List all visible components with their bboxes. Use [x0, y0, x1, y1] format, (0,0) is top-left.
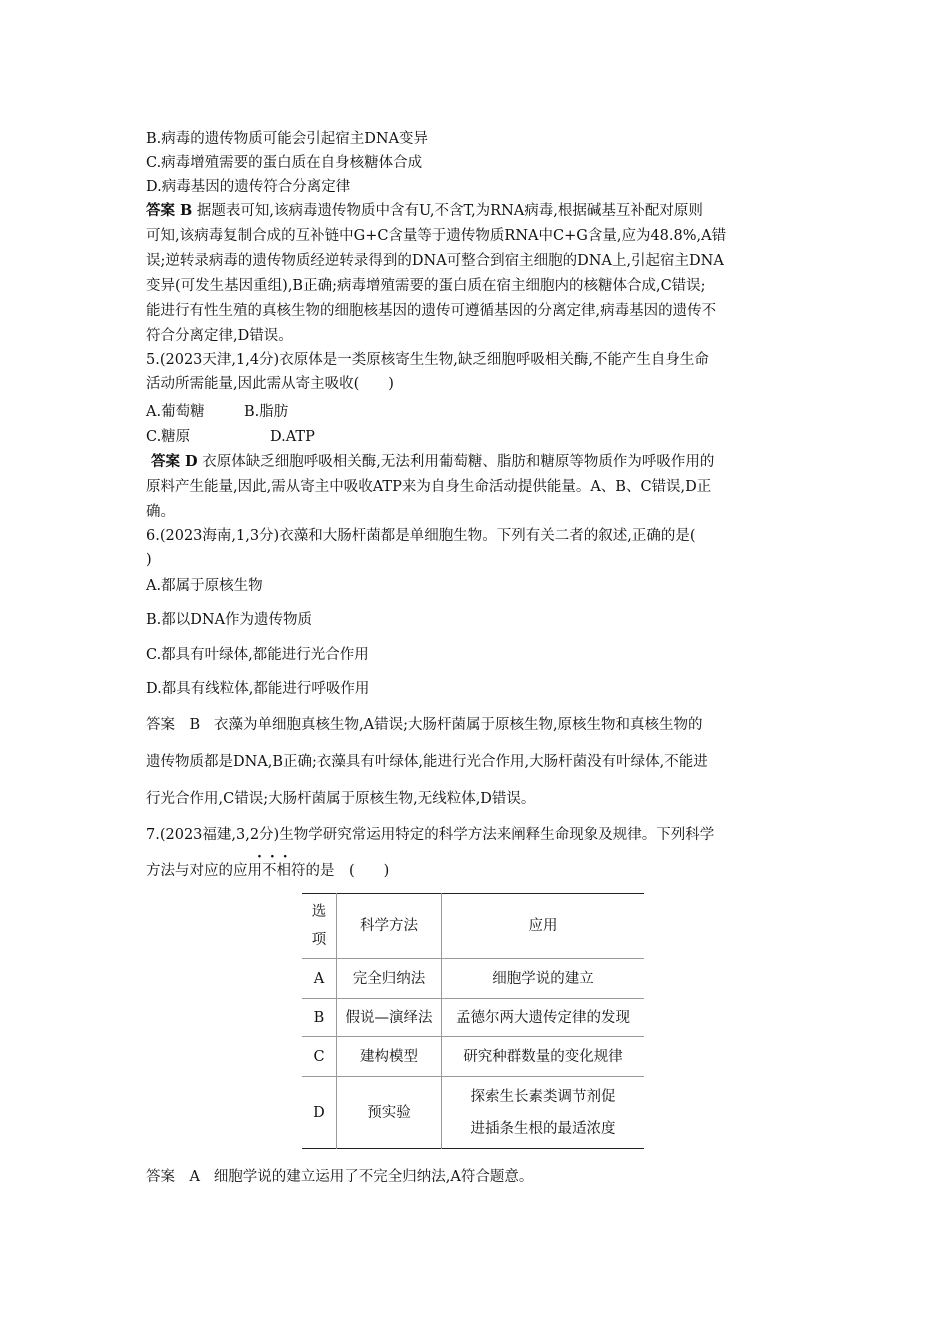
q5-option-b: B.脂肪 [244, 404, 289, 420]
table-row [302, 1077, 644, 1149]
cell-method: 预实验 [337, 1077, 442, 1149]
q5-stem-line-2: 活动所需能量,因此需从寄主吸收( ) [146, 376, 394, 392]
cell-option: D [302, 1077, 337, 1149]
q4-answer-line-3: 误;逆转录病毒的遗传物质经逆转录得到的DNA可整合到宿主细胞的DNA上,引起宿主DNA [146, 253, 724, 269]
q7-stem-line-2: 方法与对应的应用不相符的是 ( ) [146, 863, 390, 879]
q5-answer-line-1 [151, 452, 714, 472]
methods-table [302, 893, 644, 1149]
cell-option: B [302, 999, 337, 1037]
q5-answer-line-2: 原料产生能量,因此,需从寄主中吸收ATP来为自身生命活动提供能量。A、B、C错误,D正 [146, 479, 712, 495]
q4-answer-line-5: 能进行有性生殖的真核生物的细胞核基因的遗传可遵循基因的分离定律,病毒基因的遗传不 [146, 303, 717, 319]
q7-answer-text: 细胞学说的建立运用了不完全归纳法,A符合题意。 [213, 1169, 534, 1185]
q6-option-b: B.都以DNA作为遗传物质 [146, 612, 313, 628]
q7-answer-label: 答案 A [146, 1169, 200, 1185]
q6-answer-line-2: 遗传物质都是DNA,B正确;衣藻具有叶绿体,能进行光合作用,大肠杆菌没有叶绿体,不能进 [146, 754, 708, 770]
q5-option-c: C.糖原 [146, 429, 191, 445]
cell-application: 研究种群数量的变化规律 [442, 1037, 645, 1077]
q4-answer-line-4: 变异(可发生基因重组),B正确;病毒增殖需要的蛋白质在宿主细胞内的核糖体合成,C错误; [146, 278, 706, 294]
q7-stem-line-1: 7.(2023福建,3,2分)生物学研究常运用特定的科学方法来阐释生命现象及规律。下列科学 [146, 827, 715, 843]
q4-option-c: C.病毒增殖需要的蛋白质在自身核糖体合成 [146, 155, 423, 171]
q4-answer-text: 据题表可知,该病毒遗传物质中含有U,不含T,为RNA病毒,根据碱基互补配对原则 [196, 203, 703, 219]
cell-application: 探索生长素类调节剂促进插条生根的最适浓度 [442, 1077, 645, 1149]
q4-answer-line-6: 符合分离定律,D错误。 [146, 328, 293, 344]
table-row [302, 1037, 644, 1077]
q6-option-d: D.都具有线粒体,都能进行呼吸作用 [146, 681, 370, 697]
cell-method: 假说—演绎法 [337, 999, 442, 1037]
q6-answer-label: 答案 B [146, 717, 201, 733]
q6-answer-line-3: 行光合作用,C错误;大肠杆菌属于原核生物,无线粒体,D错误。 [146, 791, 536, 807]
q4-answer-line-1 [146, 201, 703, 221]
q5-option-d: D.ATP [270, 429, 315, 445]
q6-answer-line-1 [146, 715, 703, 735]
q5-answer-label: 答案 D [151, 453, 198, 470]
q6-answer-text: 衣藻为单细胞真核生物,A错误;大肠杆菌属于原核生物,原核生物和真核生物的 [213, 717, 703, 733]
header-application: 应用 [442, 894, 645, 959]
q5-answer-line-3: 确。 [146, 504, 175, 520]
q5-answer-text: 衣原体缺乏细胞呼吸相关酶,无法利用葡萄糖、脂肪和糖原等物质作为呼吸作用的 [202, 454, 715, 470]
q4-answer-label: 答案 B [146, 202, 193, 219]
q5-option-a: A.葡萄糖 [146, 404, 205, 420]
q7-answer-line-1 [146, 1167, 533, 1187]
cell-application: 孟德尔两大遗传定律的发现 [442, 999, 645, 1037]
header-method: 科学方法 [337, 894, 442, 959]
emphasis-dots: ··· [257, 849, 296, 865]
q4-option-d: D.病毒基因的遗传符合分离定律 [146, 179, 351, 195]
cell-option: A [302, 959, 337, 999]
table-row [302, 999, 644, 1037]
cell-method: 完全归纳法 [337, 959, 442, 999]
table-header-row [302, 894, 644, 959]
q6-option-a: A.都属于原核生物 [146, 578, 263, 594]
q4-answer-line-2: 可知,该病毒复制合成的互补链中G+C含量等于遗传物质RNA中C+G含量,应为48.8%,A错 [146, 228, 727, 244]
q6-option-c: C.都具有叶绿体,都能进行光合作用 [146, 647, 369, 663]
header-option: 选项 [302, 894, 337, 959]
cell-application: 细胞学说的建立 [442, 959, 645, 999]
q4-option-b: B.病毒的遗传物质可能会引起宿主DNA变异 [146, 131, 429, 147]
cell-option: C [302, 1037, 337, 1077]
q5-stem-line-1: 5.(2023天津,1,4分)衣原体是一类原核寄生生物,缺乏细胞呼吸相关酶,不能产生自身生命 [146, 352, 709, 368]
cell-method: 建构模型 [337, 1037, 442, 1077]
table-row [302, 959, 644, 999]
q6-stem-line-2: ) [146, 552, 152, 568]
q6-stem-line-1: 6.(2023海南,1,3分)衣藻和大肠杆菌都是单细胞生物。下列有关二者的叙述,正确的是( [146, 528, 696, 544]
